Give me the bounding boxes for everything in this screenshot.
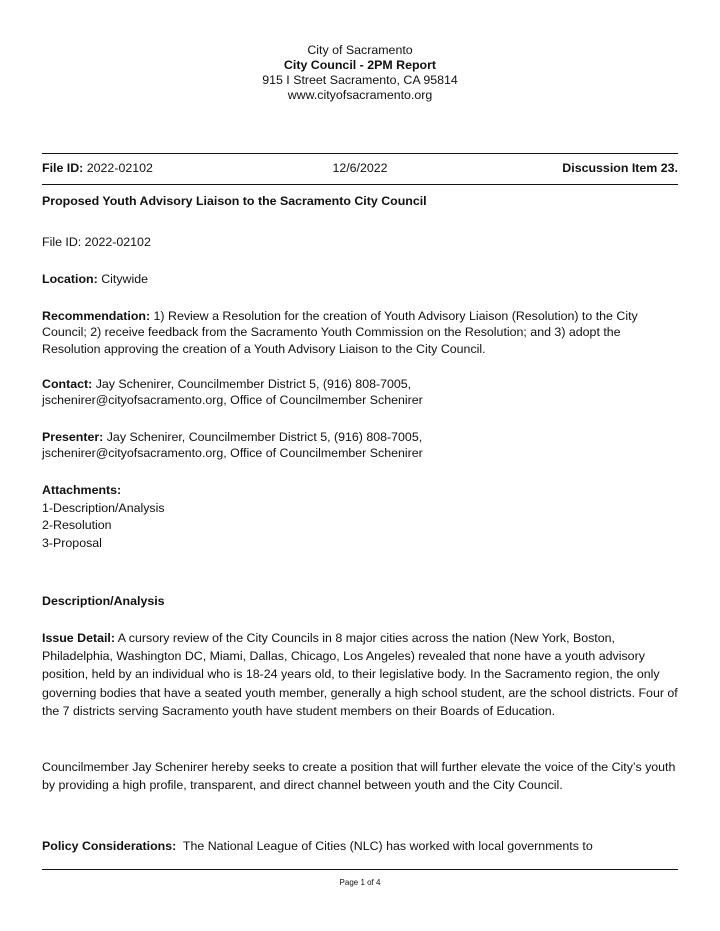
- location-value: Citywide: [97, 272, 149, 286]
- presenter-line1: Jay Schenirer, Councilmember District 5, (916) 808-7005,: [103, 430, 423, 444]
- masthead: [0, 43, 720, 103]
- top-rule: [42, 153, 678, 154]
- attachment-item: 3-Proposal: [42, 535, 102, 550]
- recommendation: [42, 308, 678, 357]
- page-number: Page 1 of 4: [339, 878, 381, 887]
- presenter-email: jschenirer@cityofsacramento.org, Office of Councilmember Schenirer: [42, 446, 423, 461]
- attachments-label: Attachments:: [42, 483, 122, 497]
- description-heading: Description/Analysis: [42, 594, 165, 608]
- contact-label: Contact:: [42, 377, 93, 391]
- contact-email: jschenirer@cityofsacramento.org, Office of Councilmember Schenirer: [42, 393, 423, 408]
- contact: [42, 376, 678, 409]
- issue-detail-value: A cursory review of the City Councils in 8 major cities across the nation (New York, Boston, Philadelphia, Washington DC, Miami, Dallas, Chicago, Los Angeles) revealed that none have a youth advisory position, held by an individual who is 18-24 years old, to their legislative body. In the Sacramento region, the only governing bodies that have a seated youth member, generally a high school student, are the school districts. Four of the 7 districts serving Sacramento youth have student members on their Boards of Education.: [42, 631, 678, 718]
- presenter: [42, 429, 678, 462]
- org-name: City of Sacramento: [307, 43, 413, 57]
- attachments: [42, 482, 678, 552]
- policy-value: The National League of Cities (NLC) has worked with local governments to: [176, 839, 593, 853]
- document-title: Proposed Youth Advisory Liaison to the Sacramento City Council: [42, 194, 427, 208]
- footer-rule: [42, 869, 678, 870]
- attachment-item: 2-Resolution: [42, 518, 112, 532]
- item-number: Discussion Item 23.: [562, 161, 678, 175]
- meta-rule: [42, 184, 678, 185]
- meeting-date: 12/6/2022: [332, 161, 388, 175]
- issue-detail: [42, 629, 678, 720]
- address: 915 I Street Sacramento, CA 95814: [262, 73, 458, 87]
- schenirer-paragraph: Councilmember Jay Schenirer hereby seeks to create a position that will further elevate the voice of the City’s youth by providing a high profile, transparent, and direct channel between youth and the City Council.: [42, 760, 676, 793]
- recommendation-value: 1) Review a Resolution for the creation of Youth Advisory Liaison (Resolution) to the City Council; 2) receive feedback from the Sacramento Youth Commission on the Resolution; and 3) adopt the Resolution approving the creation of a Youth Advisory Liaison to the City Council.: [42, 309, 638, 356]
- issue-detail-label: Issue Detail:: [42, 631, 115, 645]
- attachment-item: 1-Description/Analysis: [42, 500, 165, 515]
- contact-line1: Jay Schenirer, Councilmember District 5, (916) 808-7005,: [92, 377, 412, 391]
- location-label: Location:: [42, 272, 98, 286]
- policy-considerations: [42, 838, 678, 854]
- file-id-line: File ID: 2022-02102: [42, 235, 151, 249]
- meta-row: [42, 161, 678, 177]
- report-title: City Council - 2PM Report: [283, 58, 437, 72]
- recommendation-label: Recommendation:: [42, 309, 151, 323]
- file-id-value: 2022-02102: [83, 161, 153, 175]
- file-id: [42, 161, 153, 175]
- website: www.cityofsacramento.org: [287, 88, 433, 102]
- location: [42, 271, 678, 287]
- presenter-label: Presenter:: [42, 430, 104, 444]
- policy-label: Policy Considerations:: [42, 839, 177, 853]
- file-id-label: File ID:: [42, 161, 84, 175]
